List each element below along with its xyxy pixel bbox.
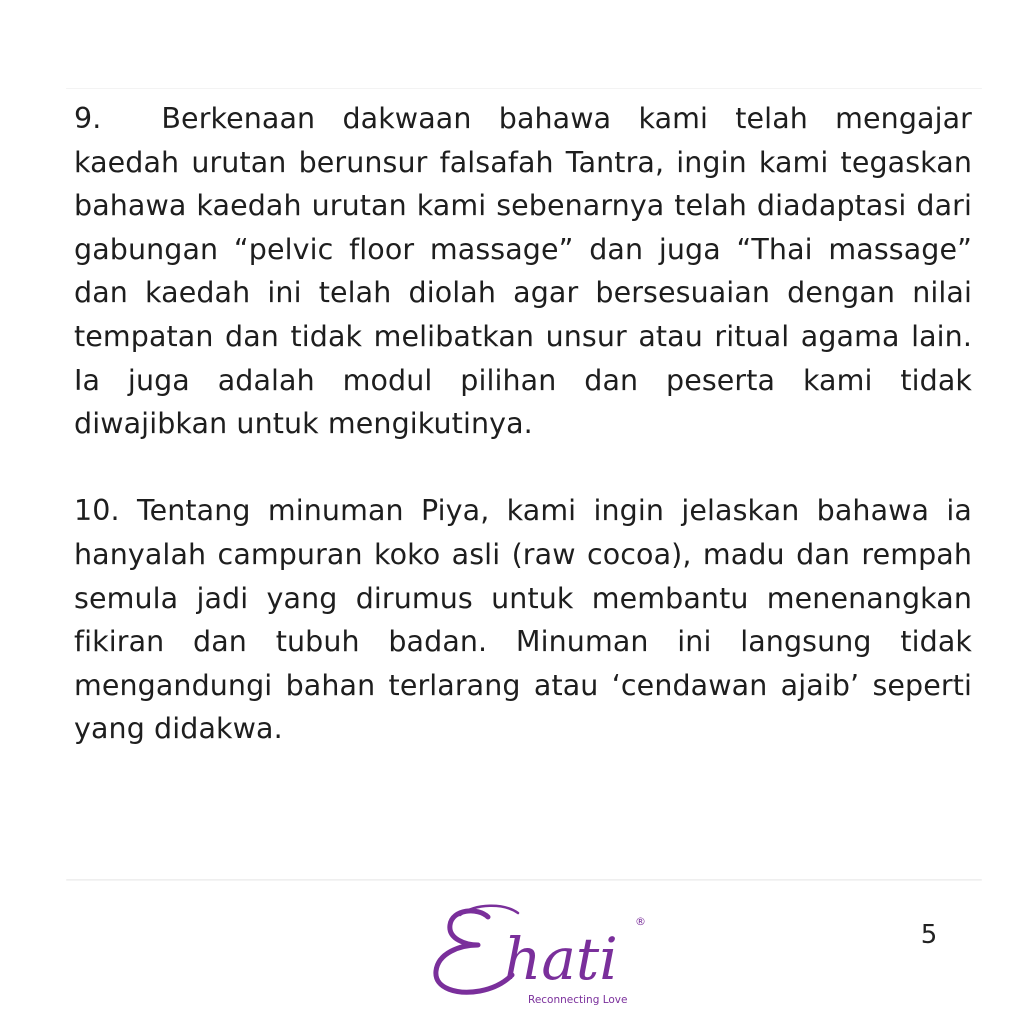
top-divider	[66, 88, 982, 89]
logo-wordmark: hati	[504, 925, 618, 993]
paragraph-number: 10.	[74, 494, 120, 528]
footer-divider	[66, 879, 982, 881]
ehati-logo	[430, 895, 660, 1010]
registered-mark: ®	[635, 915, 646, 928]
logo-tagline: Reconnecting Love	[528, 994, 628, 1006]
paragraph-text: Tentang minuman Piya, kami ingin jelaskan bahawa ia hanyalah campuran koko asli (raw cocoa), madu dan rempah semula jadi yang dirumus untuk membantu menenangkan fikiran dan tubuh badan. Minuman ini langsung tidak mengandungi bahan terlarang atau ‘cendawan ajaib’ seperti yang didakwa.	[74, 494, 973, 746]
paragraph-number: 9.	[74, 102, 102, 135]
page-number: 5	[920, 920, 938, 950]
paragraph-9	[74, 97, 972, 446]
paragraph-10	[74, 489, 972, 751]
paragraph-text: Berkenaan dakwaan bahawa kami telah mengajar kaedah urutan berunsur falsafah Tantra, ingin kami tegaskan bahawa kaedah urutan kami sebenarnya telah diadaptasi dari gabungan “pelvic floor massage” dan juga “Thai massage” dan kaedah ini telah diolah agar bersesuaian dengan nilai tempatan dan tidak melibatkan unsur atau ritual agama lain. Ia juga adalah modul pilihan dan peserta kami tidak diwajibkan untuk mengikutinya.	[74, 102, 972, 441]
body-content	[74, 97, 972, 751]
